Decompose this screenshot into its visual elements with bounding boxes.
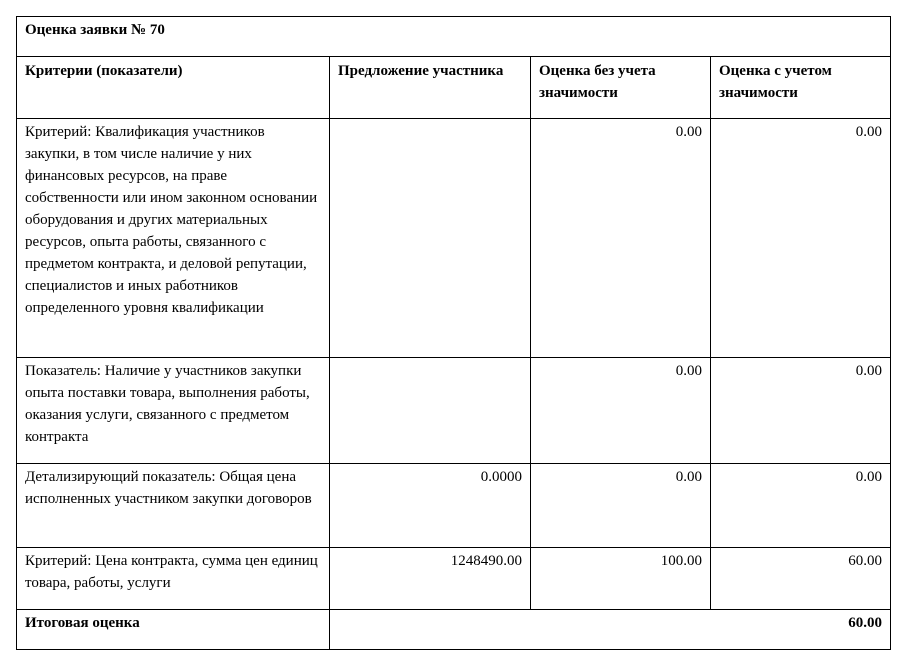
row-score-without-weight: 0.00 [531,464,711,548]
row-label: Показатель: Наличие у участников закупки опыта поставки товара, выполнения работы, оказания услуги, связанного с предметом контракта [17,358,330,464]
header-criteria: Критерии (показатели) [17,57,330,119]
header-proposal: Предложение участника [330,57,531,119]
row-score-with-weight: 60.00 [711,548,891,610]
row-proposal: 0.0000 [330,464,531,548]
header-score-with-weight: Оценка с учетом значимости [711,57,891,119]
table-header-row [17,57,891,119]
total-value: 60.00 [330,610,891,650]
header-score-without-weight: Оценка без учета значимости [531,57,711,119]
row-proposal [330,358,531,464]
row-proposal: 1248490.00 [330,548,531,610]
row-score-without-weight: 100.00 [531,548,711,610]
row-label: Детализирующий показатель: Общая цена исполненных участником закупки договоров [17,464,330,548]
table-row [17,358,891,464]
table-row [17,464,891,548]
row-score-with-weight: 0.00 [711,119,891,358]
evaluation-table [16,16,891,650]
row-label: Критерий: Цена контракта, сумма цен единиц товара, работы, услуги [17,548,330,610]
row-score-without-weight: 0.00 [531,358,711,464]
row-label: Критерий: Квалификация участников закупки, в том числе наличие у них финансовых ресурсов, на праве собственности или ином законном основании оборудования и других материальных ресурсов, опыта работы, связанного с предметом контракта, и деловой репутации, специалистов и иных работников определенного уровня квалификации [17,119,330,358]
table-title: Оценка заявки № 70 [17,17,891,57]
table-row [17,119,891,358]
row-proposal [330,119,531,358]
table-row [17,548,891,610]
table-title-row [17,17,891,57]
row-score-with-weight: 0.00 [711,358,891,464]
total-label: Итоговая оценка [17,610,330,650]
table-total-row [17,610,891,650]
row-score-without-weight: 0.00 [531,119,711,358]
row-score-with-weight: 0.00 [711,464,891,548]
